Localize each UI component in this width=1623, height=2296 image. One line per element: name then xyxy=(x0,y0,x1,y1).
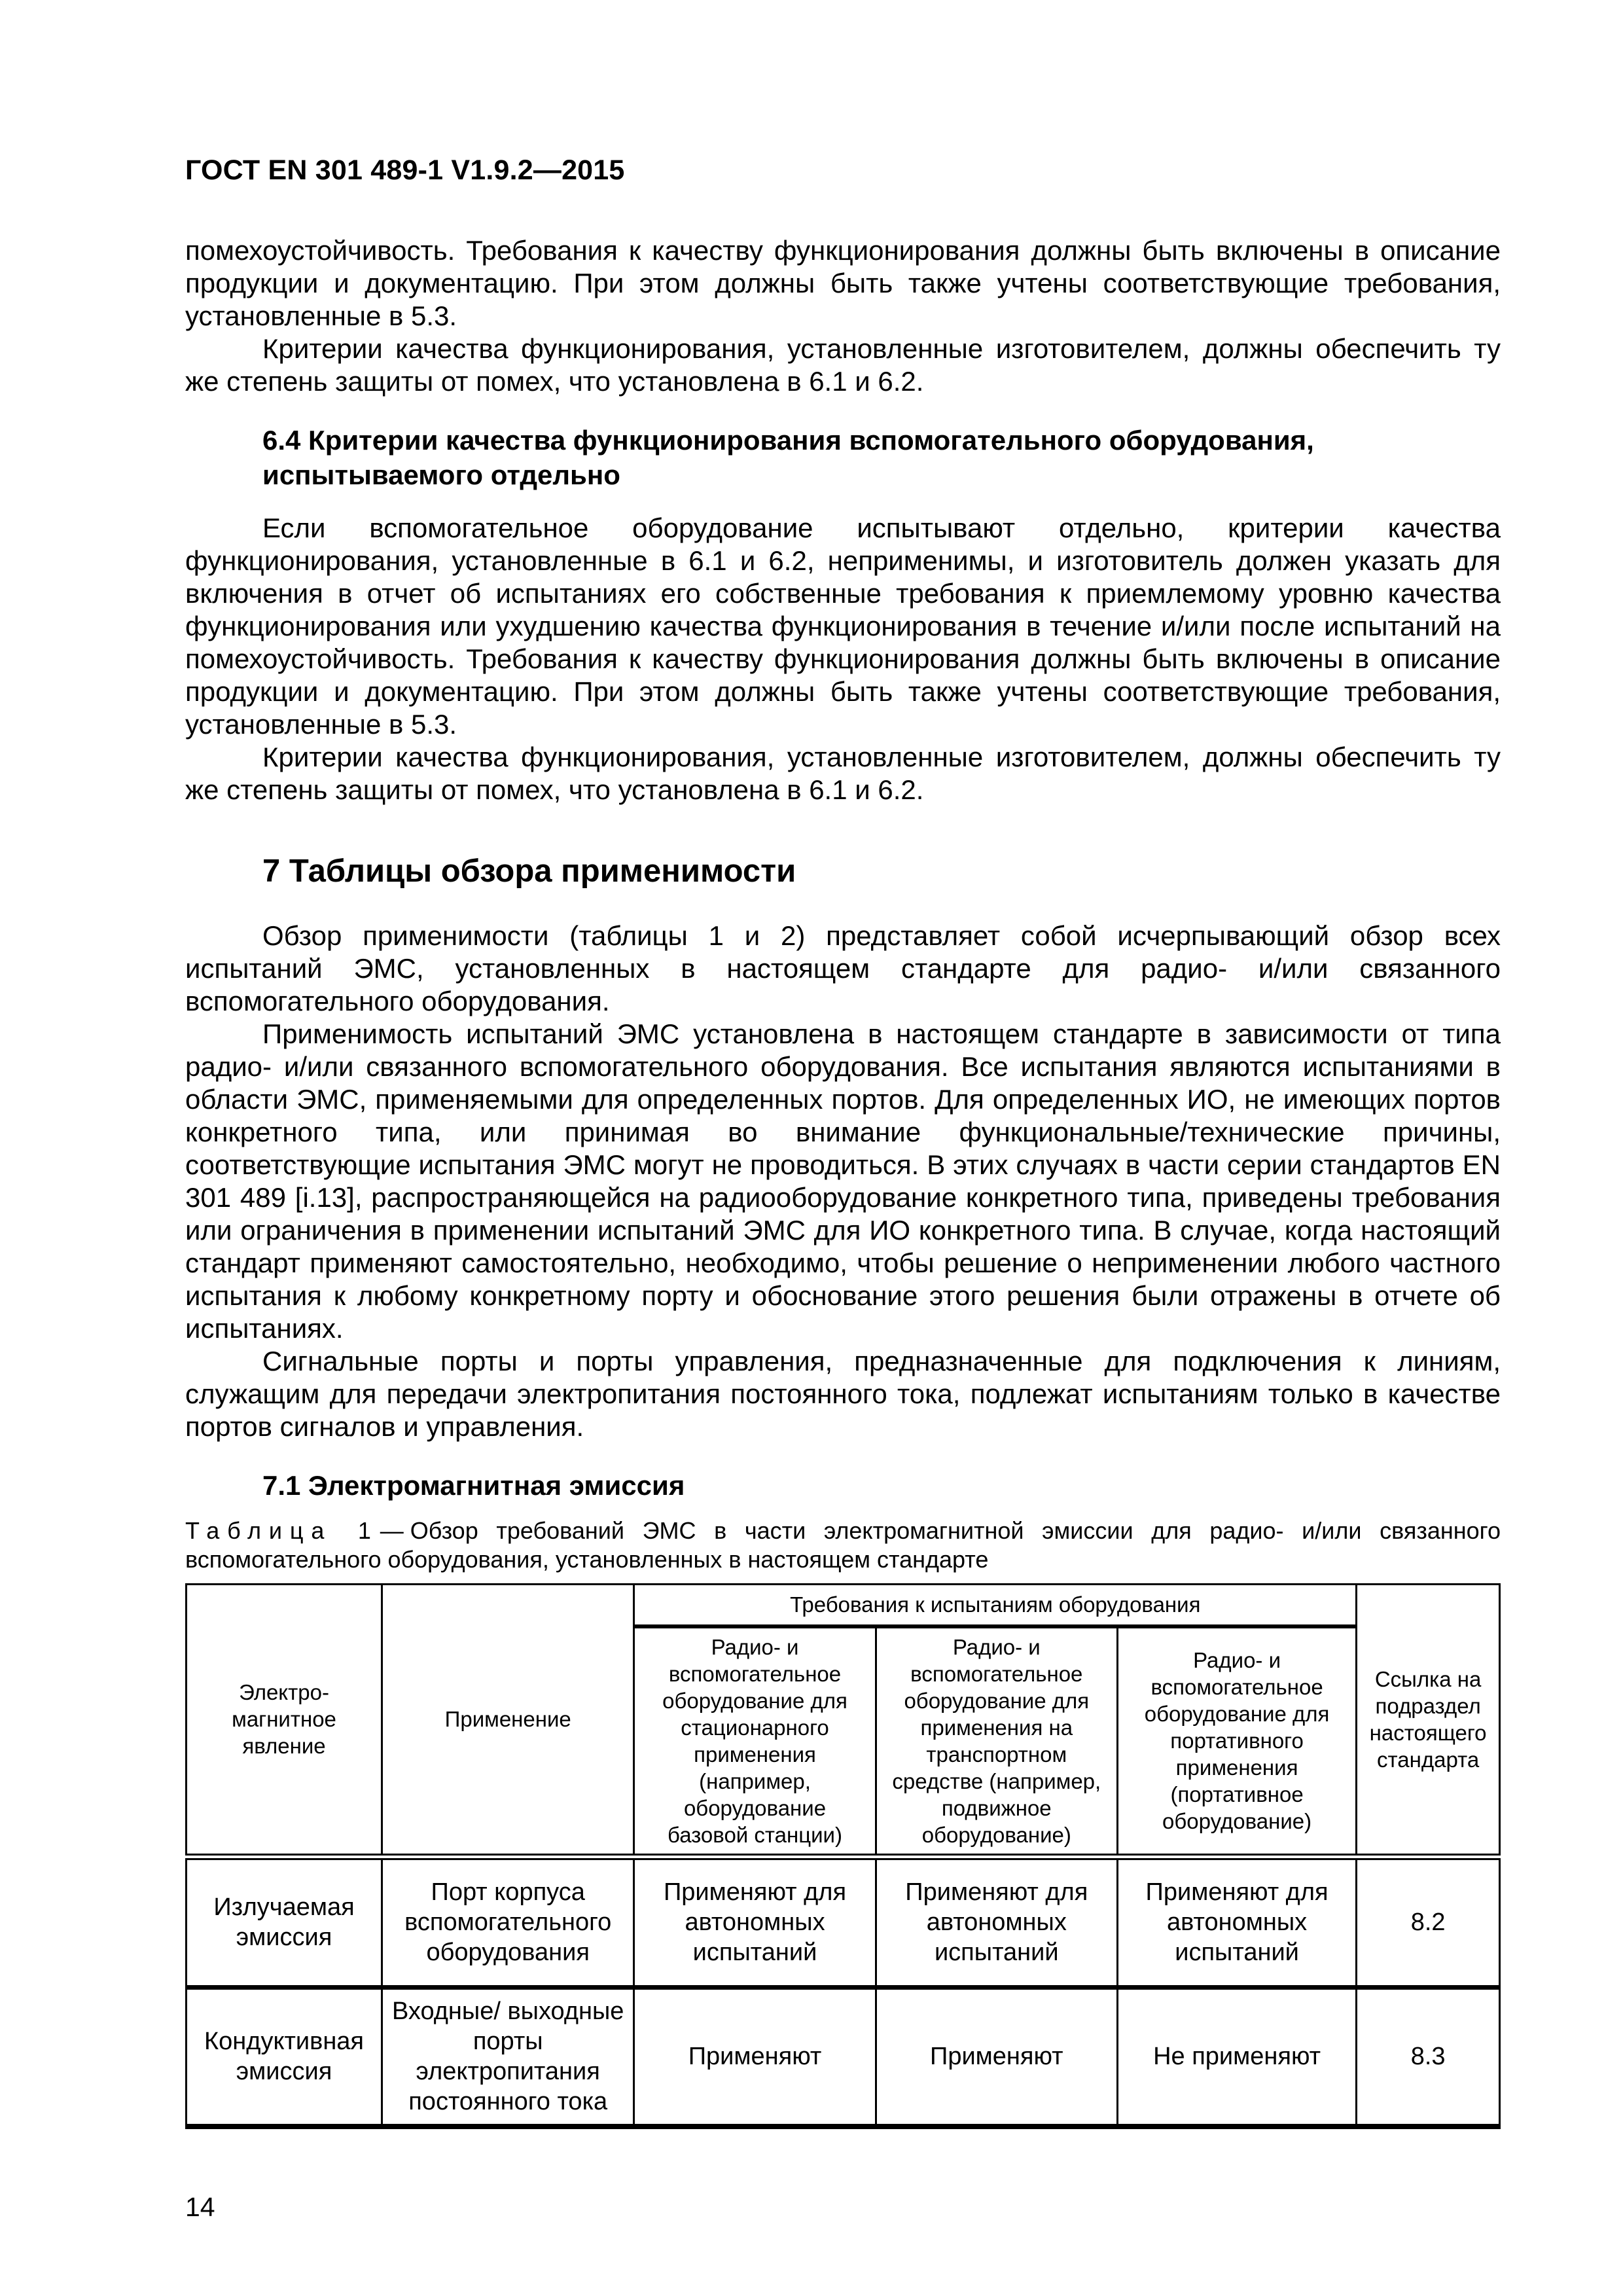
cell-fixed: Применяют для автономных испытаний xyxy=(634,1857,876,1988)
paragraph-tested-separately: Если вспомогательное оборудование испытывают отдельно, критерии качества функционирования, установленные в 6.1 и 6.2, неприменимы, и изготовитель должен указать для включения в отчет об испытаниях его собственные требования к приемлемому уровню качества функционирования или ухудшению качества функционирования в течение и/или после испытаний на помехоустойчивость. Требования к качеству функционирования должны быть включены в описание продукции и документацию. При этом должны быть также учтены соответствующие требования, установленные в 5.3. xyxy=(185,512,1501,740)
table-caption-label: Таблица 1 xyxy=(185,1517,379,1544)
col-header-application: Применение xyxy=(382,1585,634,1857)
cell-fixed: Применяют xyxy=(634,1988,876,2126)
table-caption-text: Обзор требований ЭМС в части электромагнитной эмиссии для радио- и/или связанного вспомогательного оборудования, установленных в настоящем стандарте xyxy=(185,1517,1501,1573)
paragraph-overview: Обзор применимости (таблицы 1 и 2) представляет собой исчерпывающий обзор всех испытаний ЭМС, установленных в настоящем стандарте для радио- и/или связанного вспомогательного оборудования. xyxy=(185,920,1501,1016)
paragraph-criteria-1: Критерии качества функционирования, установленные изготовителем, должны обеспечить ту же степень защиты от помех, что установлена в 6.1 и 6.2. xyxy=(185,333,1501,397)
table-head xyxy=(187,1585,1500,1857)
paragraph-signal-ports: Сигнальные порты и порты управления, предназначенные для подключения к линиям, служащим для передачи электропитания постоянного тока, подлежат испытаниям только в качестве портов сигналов и управления. xyxy=(185,1346,1501,1442)
table-body xyxy=(187,1857,1500,2126)
cell-portable: Не применяют xyxy=(1117,1988,1356,2126)
paragraph-applicability: Применимость испытаний ЭМС установлена в настоящем стандарте в зависимости от типа радио- и/или связанного вспомогательного оборудования. Все испытания являются испытаниями в области ЭМС, применяемыми для определенных портов. Для определенных ИО, не имеющих портов конкретного типа, или принимая во внимание функциональные/технические причины, соответствующие испытания ЭМС могут не проводиться. В этих случаях в части серии стандартов EN 301 489 [i.13], распространяющейся на радиооборудование конкретного типа, приведены требования или ограничения в применении испытаний ЭМС для ИО конкретного типа. В случае, когда настоящий стандарт применяют самостоятельно, необходимо, чтобы решение о неприменении любого частного испытания к любому конкретному порту и обоснование этого решения были отражены в отчете об испытаниях. xyxy=(185,1018,1501,1344)
applicability-table-1 xyxy=(185,1583,1501,2129)
heading-7: 7 Таблицы обзора применимости xyxy=(262,853,796,889)
paragraph-continuation: помехоустойчивость. Требования к качеству функционирования должны быть включены в описание продукции и документацию. При этом должны быть также учтены соответствующие требования, установленные в 5.3. xyxy=(185,235,1501,331)
cell-phenomenon: Кондуктивная эмиссия xyxy=(187,1988,382,2126)
table-caption-dash: — xyxy=(380,1517,404,1544)
col-header-vehicle-equipment: Радио- и вспомогательное оборудование для применения на транспортном средстве (например, подвижное оборудование) xyxy=(876,1626,1117,1857)
cell-phenomenon: Излучаемая эмиссия xyxy=(187,1857,382,1988)
cell-vehicle: Применяют xyxy=(876,1988,1117,2126)
paragraph-criteria-2: Критерии качества функционирования, установленные изготовителем, должны обеспечить ту же степень защиты от помех, что установлена в 6.1 и 6.2. xyxy=(185,742,1501,805)
col-header-phenomenon: Электромагнитное явление xyxy=(187,1585,382,1857)
col-header-requirements-group: Требования к испытаниям оборудования xyxy=(634,1585,1357,1626)
table-row xyxy=(187,1857,1500,1988)
running-header: ГОСТ EN 301 489-1 V1.9.2—2015 xyxy=(185,154,625,186)
table-caption xyxy=(185,1516,1501,1574)
page-number: 14 xyxy=(185,2191,215,2222)
cell-application: Входные/ выходные порты электропитания постоянного тока xyxy=(382,1988,634,2126)
col-header-reference: Ссылка на подраздел настоящего стандарта xyxy=(1357,1585,1500,1857)
col-header-fixed-equipment: Радио- и вспомогательное оборудование для стационарного применения (например, оборудование базовой станции) xyxy=(634,1626,876,1857)
heading-6-4: 6.4 Критерии качества функционирования вспомогательного оборудования, испытываемого отдельно xyxy=(262,425,1314,490)
cell-portable: Применяют для автономных испытаний xyxy=(1117,1857,1356,1988)
col-header-portable-equipment: Радио- и вспомогательное оборудование для портативного применения (портативное оборудование) xyxy=(1117,1626,1356,1857)
heading-7-1: 7.1 Электромагнитная эмиссия xyxy=(262,1470,685,1501)
cell-reference: 8.3 xyxy=(1357,1988,1500,2126)
cell-reference: 8.2 xyxy=(1357,1857,1500,1988)
body-text xyxy=(185,234,1501,1502)
cell-vehicle: Применяют для автономных испытаний xyxy=(876,1857,1117,1988)
cell-application: Порт корпуса вспомогательного оборудования xyxy=(382,1857,634,1988)
table-header-row-group xyxy=(187,1585,1500,1626)
table-row xyxy=(187,1988,1500,2126)
